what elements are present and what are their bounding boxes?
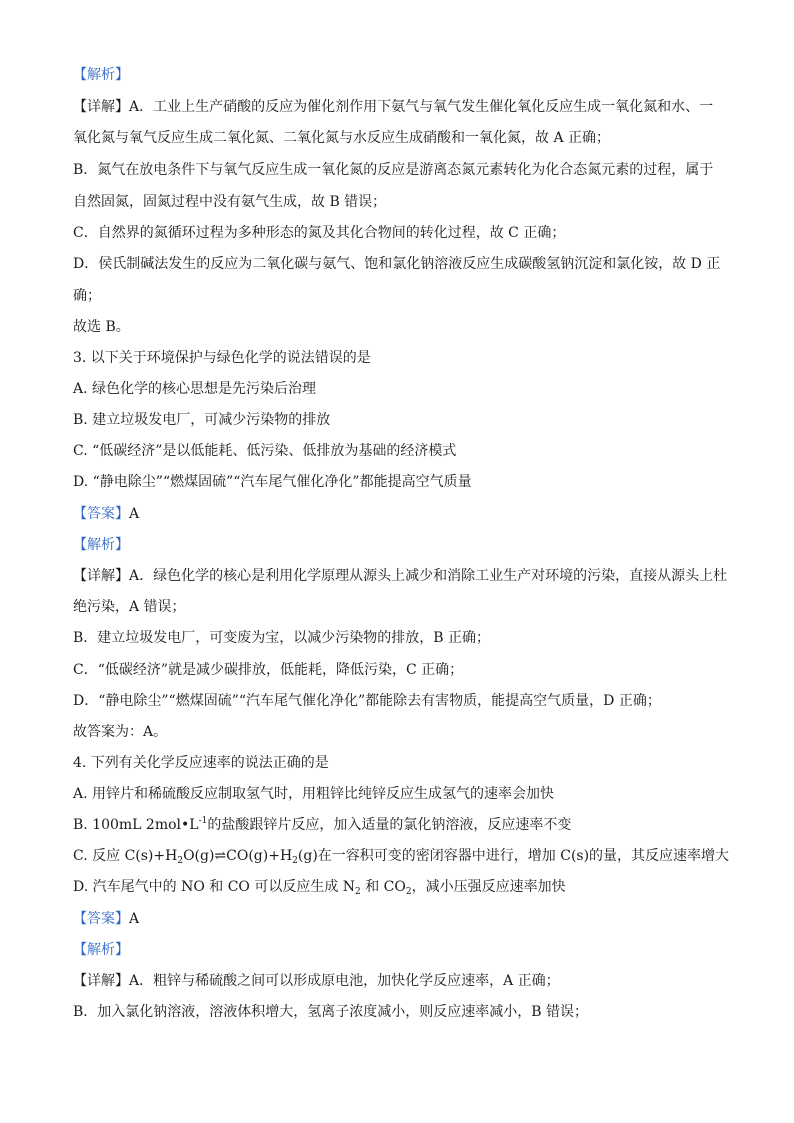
question-3-answer: 【答案】A [73,506,140,522]
explanation-line: 自然固氮，固氮过程中没有氨气生成，故 B 错误； [73,194,387,210]
explanation-line: C．自然界的氮循环过程为多种形态的氮及其化合物间的转化过程，故 C 正确； [73,225,566,241]
question-4-option-c: C. 反应 $C(s)+H_2O(g)\rightleftharpoons CO(g)+H_2(g)$在一容积可变的密闭容器中进行，增加 C(s)的量，其反应速率增大 [73,848,730,866]
explanation-line: 【详解】A．绿色化学的核心是利用化学原理从源头上减少和消除工业生产对环境的污染，直接从源头上杜 [73,568,728,584]
conclusion-line: 故选 B。 [73,319,130,335]
question-4-answer: 【答案】A [73,911,140,927]
explanation-line: D．“静电除尘”“燃煤固硫”“汽车尾气催化净化”都能除去有害物质，能提高空气质量，D 正确； [73,693,661,709]
explanation-line: 确； [73,288,101,304]
explanation-line: 【详解】A．粗锌与稀硫酸之间可以形成原电池，加快化学反应速率，A 正确； [73,973,560,989]
conclusion-line: 故答案为：A。 [73,724,168,740]
explanation-line: B．建立垃圾发电厂，可变废为宝，以减少污染物的排放，B 正确； [73,630,491,646]
section-label-analysis: 【解析】 [73,942,129,958]
explanation-line: D．侯氏制碱法发生的反应为二氧化碳与氨气、饱和氯化钠溶液反应生成碳酸氢钠沉淀和氯化铵，故 D 正 [73,256,721,272]
section-label-analysis: 【解析】 [73,537,129,553]
explanation-line: 【详解】A．工业上生产硝酸的反应为催化剂作用下氨气与氧气发生催化氧化反应生成一氧化氮和水、一 [73,99,714,115]
explanation-line: 氧化氮与氧气反应生成二氧化氮、二氧化氮与水反应生成硝酸和一氧化氮，故 A 正确； [73,130,611,146]
question-3-option-c: C. “低碳经济”是以低能耗、低污染、低排放为基础的经济模式 [73,443,457,459]
explanation-line: B．氮气在放电条件下与氧气反应生成一氧化氮的反应是游离态氮元素转化为化合态氮元素的过程，属于 [73,162,714,178]
explanation-line: 绝污染，A 错误； [73,599,186,615]
question-3-option-a: A. 绿色化学的核心思想是先污染后治理 [73,381,317,397]
question-3-stem: 3. 以下关于环境保护与绿色化学的说法错误的是 [73,350,371,366]
explanation-line: B．加入氯化钠溶液，溶液体积增大，氢离子浓度减小，则反应速率减小，B 错误； [73,1004,589,1020]
explanation-line: C．“低碳经济”就是减少碳排放，低能耗，降低污染，C 正确； [73,662,464,678]
question-4-stem: 4. 下列有关化学反应速率的说法正确的是 [73,755,329,771]
section-label-analysis: 【解析】 [73,67,129,83]
question-3-option-b: B. 建立垃圾发电厂，可减少污染物的排放 [73,412,331,428]
question-4-option-d: D. 汽车尾气中的 NO 和 CO 可以反应生成 $N_2$ 和 $CO_2$，减小压强反应速率加快 [73,879,566,897]
question-4-option-b: B. 100mL $2mol•L^{-1}$的盐酸跟锌片反应，加入适量的氯化钠溶液，反应速率不变 [73,816,572,833]
question-3-option-d: D. “静电除尘”“燃煤固硫”“汽车尾气催化净化”都能提高空气质量 [73,474,472,490]
question-4-option-a: A. 用锌片和稀硫酸反应制取氢气时，用粗锌比纯锌反应生成氢气的速率会加快 [73,786,555,802]
